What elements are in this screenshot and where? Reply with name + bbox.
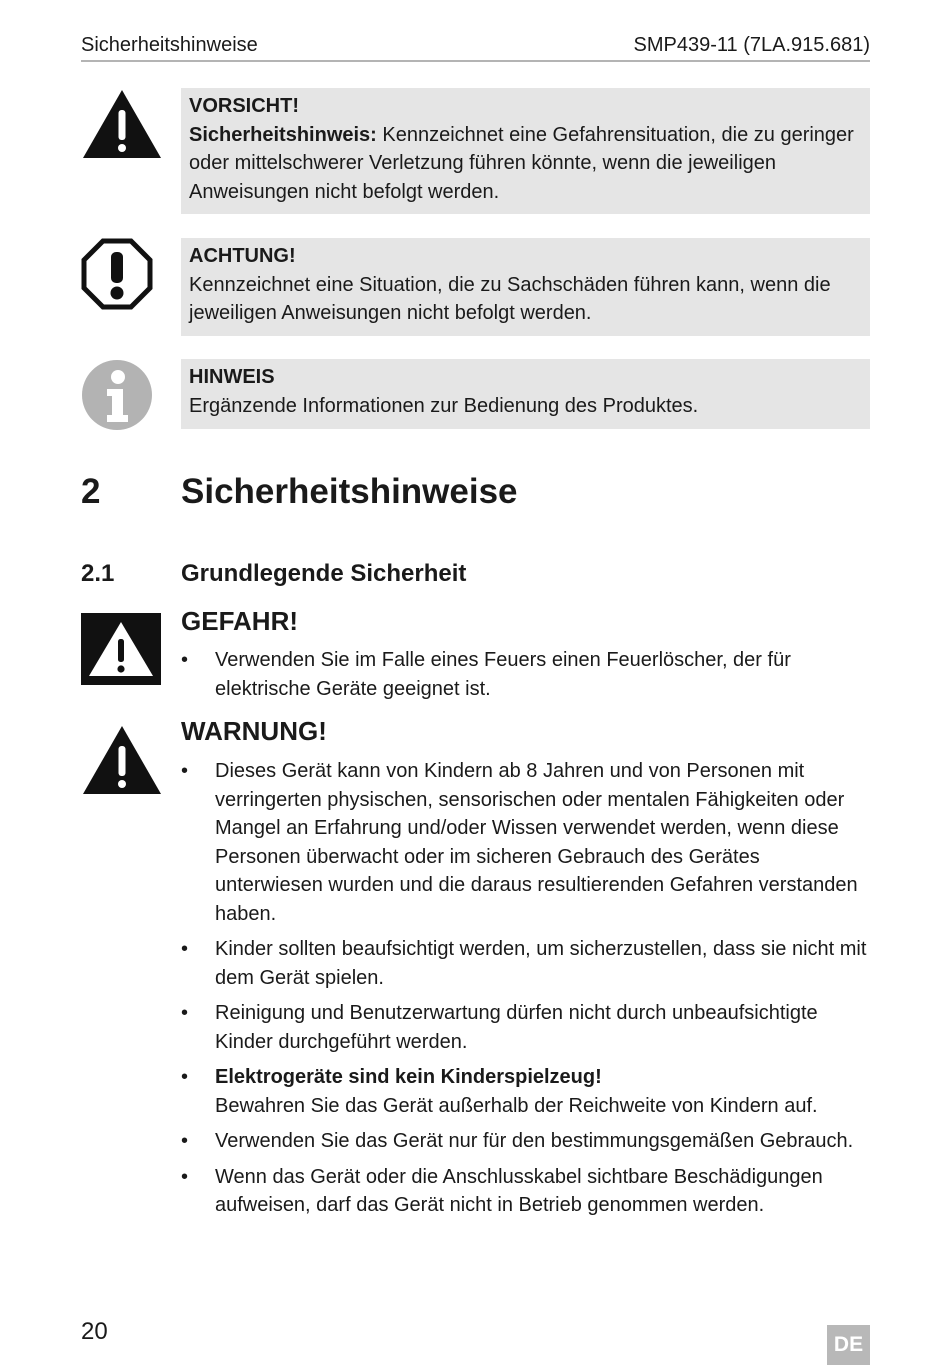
notice-attention [181,238,870,336]
notice-caution-lead: Sicherheitshinweis: [189,123,377,146]
warning-item-text: Dieses Gerät kann von Kindern ab 8 Jahren und von Personen mit verringerten physischen, sensorischen oder mentalen Fähigkeiten oder Mangel an Erfahrung und/oder Wissen verwendet werden, wenn diese Personen überwacht oder im sicheren Gebrauch des Gerätes unterwiesen wurden und die daraus resultierenden Gefahren verstanden haben. [215,760,858,925]
list-item: • Wenn das Gerät oder die Anschlusskabel sichtbare Beschädigungen aufweisen, darf das Gerät nicht in Betrieb genommen werden. [181,1165,823,1216]
chapter-number: 2 [81,472,101,511]
section-title: Grundlegende Sicherheit [181,560,467,587]
page-number: 20 [81,1318,108,1345]
danger-list [181,646,873,710]
notice-caution-text [189,121,860,207]
notice-attention-title: ACHTUNG! [189,245,296,267]
list-item: • Verwenden Sie im Falle eines Feuers einen Feuerlöscher, der für elektrische Geräte geeignet ist. [181,649,791,700]
warning-triangle-icon [81,88,163,160]
list-item: • Elektrogeräte sind kein Kinderspielzeug! Bewahren Sie das Gerät außerhalb der Reichweite von Kindern auf. [181,1066,818,1117]
danger-item-text: Verwenden Sie im Falle eines Feuers einen Feuerlöscher, der für elektrische Geräte geeignet ist. [215,649,791,700]
warning-list [181,757,873,1227]
list-item: • Verwenden Sie das Gerät nur für den bestimmungsgemäßen Gebrauch. [181,1130,854,1152]
warning-title: WARNUNG! [181,716,327,746]
header-section-title: Sicherheitshinweise [81,34,258,56]
warning-item-text: Wenn das Gerät oder die Anschlusskabel sichtbare Beschädigungen aufweisen, darf das Gerät nicht in Betrieb genommen werden. [215,1165,823,1216]
octagon-exclamation-icon [81,238,153,310]
warning-triangle-icon [81,724,163,796]
list-item: • Dieses Gerät kann von Kindern ab 8 Jahren und von Personen mit verringerten physischen, sensorischen oder mentalen Fähigkeiten oder Mangel an Erfahrung und/oder Wissen verwendet werden, wenn diese Personen überwacht oder im sicheren Gebrauch des Gerätes unterwiesen wurden und die daraus resultierenden Gefahren verstanden haben. [181,760,858,925]
warning-item-text: Verwenden Sie das Gerät nur für den bestimmungsgemäßen Gebrauch. [215,1130,854,1152]
notice-hint-title: HINWEIS [189,366,275,388]
notice-caution [181,88,870,214]
section-number: 2.1 [81,560,115,587]
danger-title: GEFAHR! [181,606,298,636]
info-circle-icon [81,359,153,431]
notice-hint [181,359,870,429]
notice-caution-title: VORSICHT! [189,95,299,117]
warning-item-text: Reinigung und Benutzerwartung dürfen nicht durch unbeaufsichtigte Kinder durchgeführt werden. [215,1002,818,1053]
chapter-title: Sicherheitshinweise [181,472,518,511]
warning-item-bold: Elektrogeräte sind kein Kinderspielzeug! [215,1066,602,1088]
notice-attention-text: Kennzeichnet eine Situation, die zu Sachschäden führen kann, wenn die jeweiligen Anweisungen nicht befolgt werden. [189,273,831,324]
danger-triangle-framed-icon [81,613,161,685]
list-item: • Kinder sollten beaufsichtigt werden, um sicherzustellen, dass sie nicht mit dem Gerät spielen. [181,938,867,989]
page-header [81,30,870,62]
list-item: • Reinigung und Benutzerwartung dürfen nicht durch unbeaufsichtigte Kinder durchgeführt werden. [181,1002,818,1053]
warning-item-text: Bewahren Sie das Gerät außerhalb der Reichweite von Kindern auf. [215,1094,818,1117]
warning-item-text: Kinder sollten beaufsichtigt werden, um sicherzustellen, dass sie nicht mit dem Gerät spielen. [215,938,867,989]
notice-hint-text: Ergänzende Informationen zur Bedienung des Produktes. [189,394,699,417]
notice-caution-body: Kennzeichnet eine Gefahrensituation, die zu geringer oder mittelschwerer Verletzung führen könnte, wenn die jeweiligen Anweisungen nicht befolgt werden. [189,123,854,203]
header-model-number: SMP439-11 (7LA.915.681) [633,34,870,56]
language-badge: DE [827,1325,870,1365]
